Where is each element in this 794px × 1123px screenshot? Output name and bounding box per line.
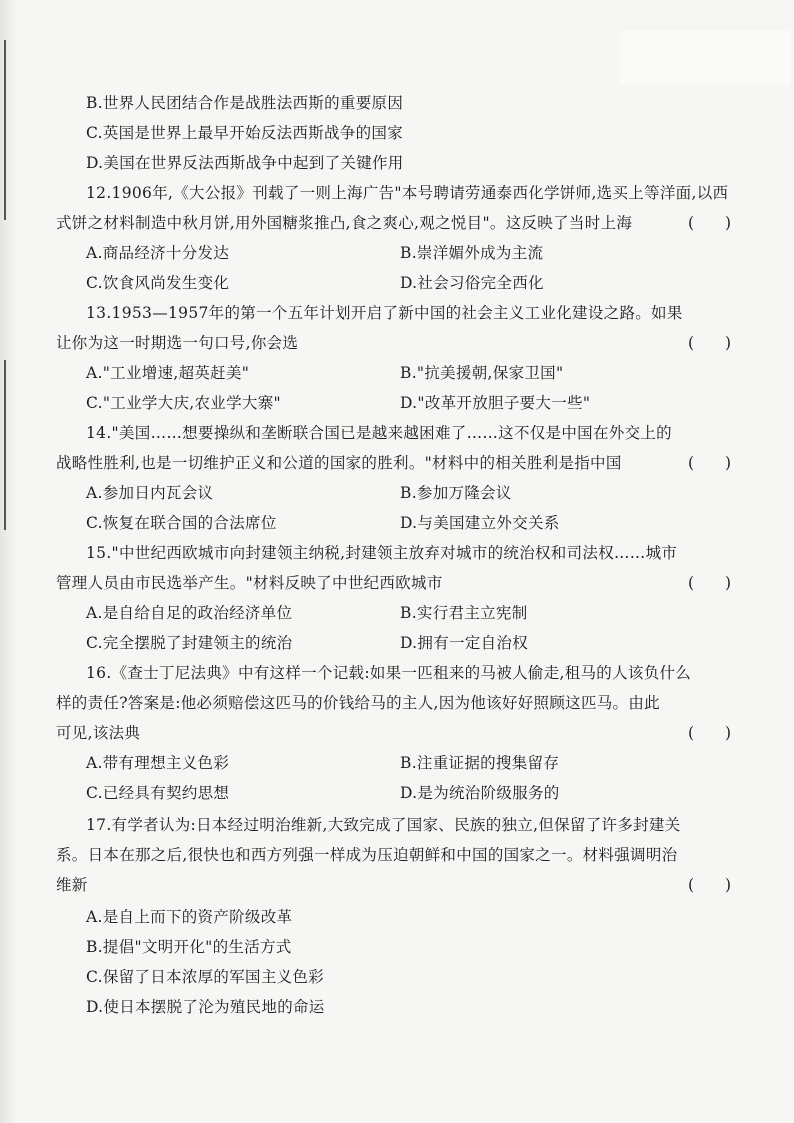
q12-option-b: B.崇洋媚外成为主流 xyxy=(400,244,544,262)
q14-option-b: B.参加万隆会议 xyxy=(400,484,512,502)
q11-option-c: C.英国是世界上最早开始反法西斯战争的国家 xyxy=(86,124,404,142)
binding-shadow xyxy=(0,0,18,1123)
q13-answer-paren: ( ) xyxy=(688,334,732,352)
q11-option-b: B.世界人民团结合作是战胜法西斯的重要原因 xyxy=(86,94,404,112)
q16-option-b: B.注重证据的搜集留存 xyxy=(400,754,560,772)
q13-option-d: D."改革开放胆子要大一些" xyxy=(400,394,591,412)
q17-option-a: A.是自上而下的资产阶级改革 xyxy=(86,908,293,926)
q16-stem-line-3: 可见,该法典 xyxy=(56,724,141,742)
q14-answer-paren: ( ) xyxy=(688,454,732,472)
q12-option-c: C.饮食风尚发生变化 xyxy=(86,274,230,292)
q17-stem-line-3: 维新 xyxy=(56,876,88,894)
q15-stem-line-2: 管理人员由市民选举产生。"材料反映了中世纪西欧城市 xyxy=(56,574,443,592)
q14-option-d: D.与美国建立外交关系 xyxy=(400,514,560,532)
q12-option-d: D.社会习俗完全西化 xyxy=(400,274,544,292)
q13-option-b: B."抗美援朝,保家卫国" xyxy=(400,364,564,382)
q16-option-d: D.是为统治阶级服务的 xyxy=(400,784,560,802)
q17-answer-paren: ( ) xyxy=(688,876,732,894)
q16-answer-paren: ( ) xyxy=(688,724,732,742)
q12-option-a: A.商品经济十分发达 xyxy=(86,244,230,262)
q16-option-a: A.带有理想主义色彩 xyxy=(86,754,230,772)
q13-stem-line-1: 13.1953—1957年的第一个五年计划开启了新中国的社会主义工业化建设之路。如果 xyxy=(86,304,683,322)
q17-option-b: B.提倡"文明开化"的生活方式 xyxy=(86,938,292,956)
q17-option-d: D.使日本摆脱了沦为殖民地的命运 xyxy=(86,998,325,1016)
header-blank-area xyxy=(620,30,790,85)
margin-rule xyxy=(4,40,6,220)
q14-option-c: C.恢复在联合国的合法席位 xyxy=(86,514,277,532)
q15-answer-paren: ( ) xyxy=(688,574,732,592)
q17-option-c: C.保留了日本浓厚的军国主义色彩 xyxy=(86,968,325,986)
q14-stem-line-1: 14."美国……想要操纵和垄断联合国已是越来越困难了……这不仅是中国在外交上的 xyxy=(86,424,672,442)
q14-option-a: A.参加日内瓦会议 xyxy=(86,484,214,502)
q16-option-c: C.已经具有契约思想 xyxy=(86,784,230,802)
q15-option-d: D.拥有一定自治权 xyxy=(400,634,529,652)
q16-stem-line-1: 16.《查士丁尼法典》中有这样一个记载:如果一匹租来的马被人偷走,租马的人该负什么 xyxy=(86,664,692,682)
q17-stem-line-2: 系。日本在那之后,很快也和西方列强一样成为压迫朝鲜和中国的国家之一。材料强调明治 xyxy=(56,846,678,864)
q17-stem-line-1: 17.有学者认为:日本经过明治维新,大致完成了国家、民族的独立,但保留了许多封建关 xyxy=(86,816,681,834)
q15-option-a: A.是自给自足的政治经济单位 xyxy=(86,604,293,622)
q14-stem-line-2: 战略性胜利,也是一切维护正义和公道的国家的胜利。"材料中的相关胜利是指中国 xyxy=(56,454,622,472)
q15-stem-line-1: 15."中世纪西欧城市向封建领主纳税,封建领主放弃对城市的统治权和司法权……城市 xyxy=(86,544,678,562)
q13-stem-line-2: 让你为这一时期选一句口号,你会选 xyxy=(56,334,299,352)
q13-option-a: A."工业增速,超英赶美" xyxy=(86,364,250,382)
q15-option-c: C.完全摆脱了封建领主的统治 xyxy=(86,634,293,652)
q15-option-b: B.实行君主立宪制 xyxy=(400,604,528,622)
q13-option-c: C."工业学大庆,农业学大寨" xyxy=(86,394,281,412)
margin-rule xyxy=(4,360,6,530)
q12-answer-paren: ( ) xyxy=(688,214,732,232)
q12-stem-line-1: 12.1906年,《大公报》刊载了一则上海广告"本号聘请劳通泰西化学饼师,选买上等洋面,以西 xyxy=(86,184,729,202)
q12-stem-line-2: 式饼之材料制造中秋月饼,用外国糖浆推凸,食之爽心,观之悦目"。这反映了当时上海 xyxy=(56,214,633,232)
q16-stem-line-2: 样的责任?答案是:他必须赔偿这匹马的价钱给马的主人,因为他该好好照顾这匹马。由此 xyxy=(56,694,660,712)
q11-option-d: D.美国在世界反法西斯战争中起到了关键作用 xyxy=(86,154,404,172)
